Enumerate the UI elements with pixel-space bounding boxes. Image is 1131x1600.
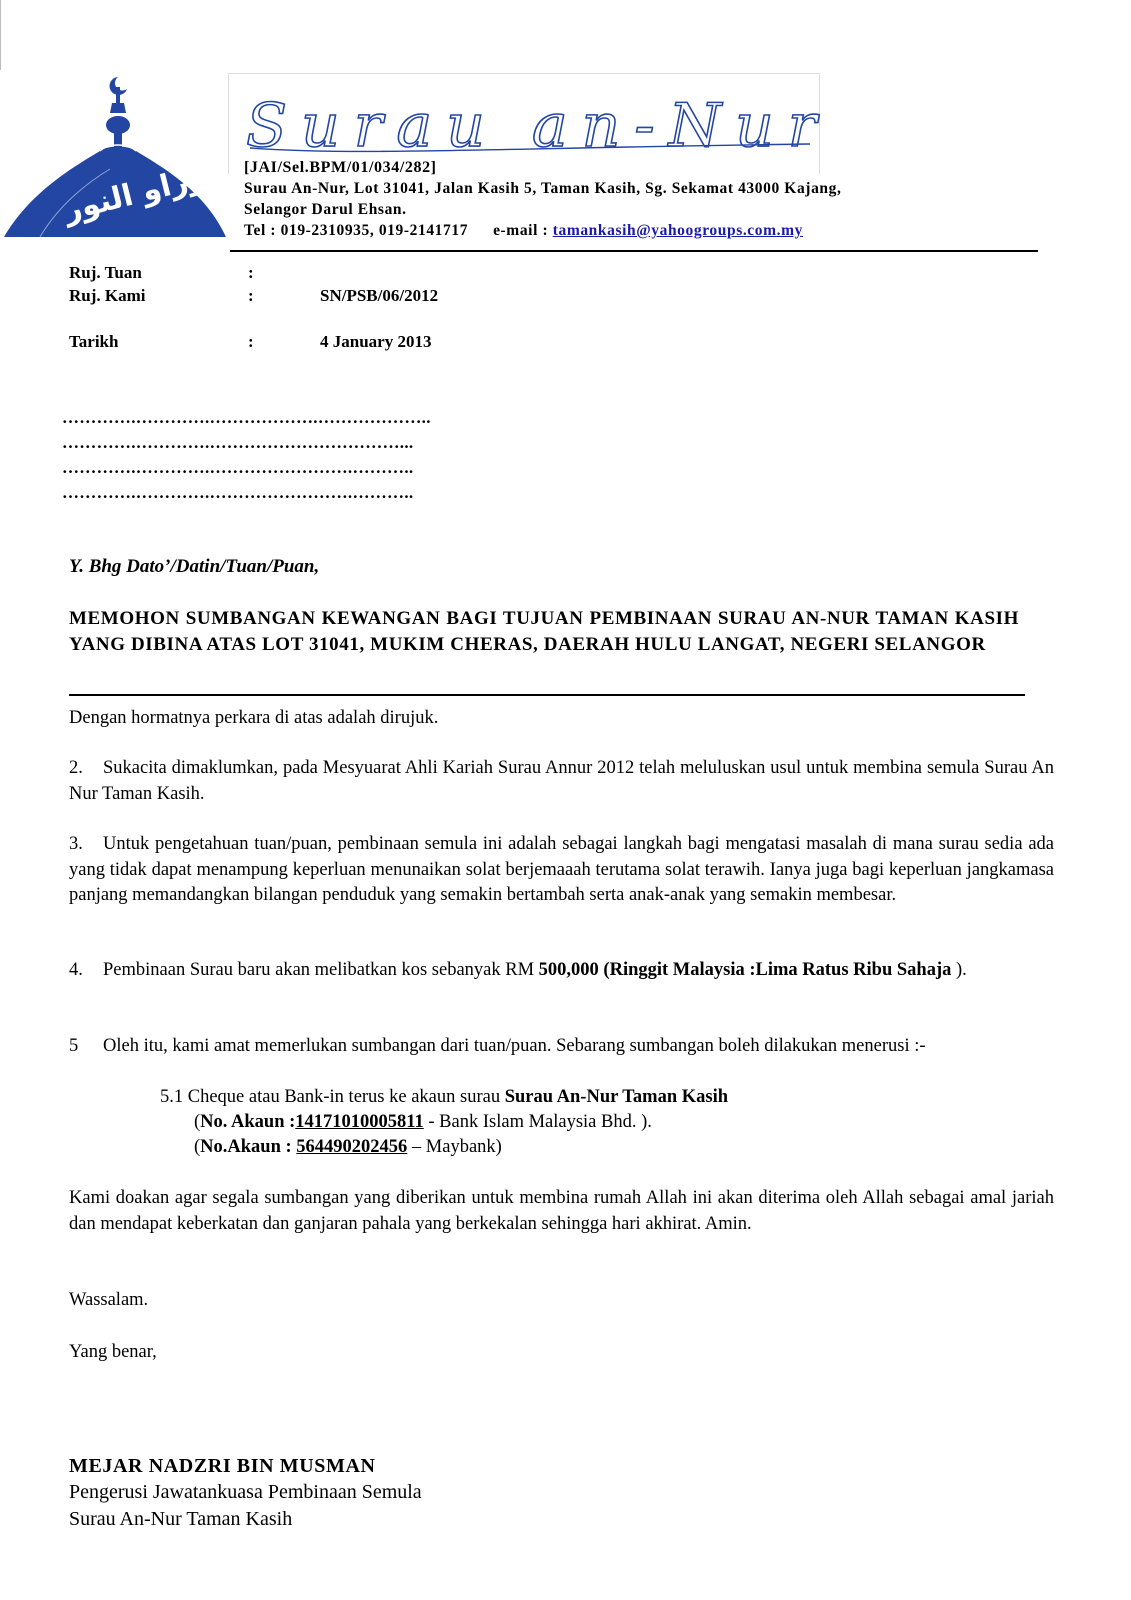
subject-underline [69, 694, 1025, 696]
address-line-2: Selangor Darul Ehsan. [244, 201, 407, 218]
recipient-address-line: ………….………….…………………….……….. [62, 483, 414, 502]
subject-heading: MEMOHON SUMBANGAN KEWANGAN BAGI TUJUAN PEMBINAAN SURAU AN-NUR TAMAN KASIH YANG DIBINA ATAS LOT 31041, MUKIM CHERAS, DAERAH HULU LANGAT, NEGERI SELANGOR [69, 608, 1019, 655]
salutation: Y. Bhg Dato’/Datin/Tuan/Puan, [69, 556, 320, 577]
tarikh-colon: : [248, 332, 254, 351]
account-2-open-paren: ( [194, 1137, 201, 1157]
paragraph-2 [69, 756, 1054, 807]
paragraph-4 [69, 958, 1054, 984]
paragraph-4-number: 4. [69, 960, 83, 980]
recipient-address-line: ………….………….…………………….……….. [62, 458, 414, 477]
account-name: Surau An-Nur Taman Kasih [504, 1087, 729, 1107]
signatory-title-1: Pengerusi Jawatankuasa Pembinaan Semula [69, 1481, 422, 1503]
recipient-address-line: ………….………….……………………………... [62, 433, 414, 452]
paragraph-3-number: 3. [69, 834, 83, 854]
item-5-1 [160, 1085, 728, 1111]
tarikh-label: Tarikh [69, 332, 119, 351]
account-1-label: No. Akaun : [200, 1112, 296, 1132]
surau-logo [0, 73, 239, 243]
paragraph-5-number: 5 [69, 1036, 79, 1056]
paragraph-1: Dengan hormatnya perkara di atas adalah dirujuk. [69, 708, 439, 728]
account-1-open-paren: ( [194, 1112, 201, 1132]
email-link[interactable]: tamankasih@yahoogroups.com.my [552, 222, 803, 239]
page-edge [0, 0, 1, 70]
telephone: Tel : 019-2310935, 019-2141717 [244, 222, 469, 239]
logo-arabic-text: سوراو النور [60, 152, 239, 229]
account-2 [194, 1135, 502, 1161]
registration-ref: [JAI/Sel.BPM/01/034/282] [244, 159, 437, 176]
account-1-bank: - Bank Islam Malaysia Bhd. ). [423, 1112, 652, 1132]
signatory-title-2: Surau An-Nur Taman Kasih [69, 1508, 293, 1530]
account-2-bank: – Maybank) [407, 1137, 502, 1157]
mosque-dome-icon [0, 73, 228, 243]
paragraph-6: Kami doakan agar segala sumbangan yang diberikan untuk membina rumah Allah ini akan diterima oleh Allah sebagai amal jariah dan mendapat keberkatan dan ganjaran pahala yang berkekalan sehingga hari akhirat. Amin. [69, 1188, 1054, 1234]
item-5-1-number: 5.1 [160, 1087, 184, 1107]
paragraph-4-text: Pembinaan Surau baru akan melibatkan kos sebanyak RM [103, 960, 539, 980]
signatory-name: MEJAR NADZRI BIN MUSMAN [69, 1455, 376, 1477]
ruj-kami-value: SN/PSB/06/2012 [320, 286, 439, 305]
tarikh-value: 4 January 2013 [320, 332, 432, 351]
account-2-number: 564490202456 [296, 1137, 408, 1157]
paragraph-2-text: Sukacita dimaklumkan, pada Mesyuarat Ahli Kariah Surau Annur 2012 telah meluluskan usul untuk membina semula Surau An Nur Taman Kasih. [69, 758, 1054, 804]
paragraph-3 [69, 832, 1054, 909]
address-line-1: Surau An-Nur, Lot 31041, Jalan Kasih 5, Taman Kasih, Sg. Sekamat 43000 Kajang, [244, 180, 842, 197]
ruj-tuan-colon: : [248, 263, 254, 282]
paragraph-2-number: 2. [69, 758, 83, 778]
script-title-text: Surau an-Nur [246, 91, 820, 161]
item-5-1-text: Cheque atau Bank-in terus ke akaun surau [187, 1087, 505, 1107]
paragraph-4-end: ). [951, 960, 967, 980]
closing-yang-benar: Yang benar, [69, 1342, 157, 1362]
letterhead-divider [230, 250, 1038, 252]
account-1 [194, 1110, 652, 1136]
account-2-label: No.Akaun : [200, 1137, 297, 1157]
closing-wassalam: Wassalam. [69, 1290, 149, 1310]
contact-line [244, 222, 803, 240]
letterhead-script-title [240, 78, 820, 168]
email-label: e-mail : [493, 222, 549, 239]
ruj-kami-label: Ruj. Kami [69, 286, 146, 305]
paragraph-5-text: Oleh itu, kami amat memerlukan sumbangan dari tuan/puan. Sebarang sumbangan boleh dilakukan menerusi :- [103, 1036, 926, 1056]
ruj-tuan-label: Ruj. Tuan [69, 263, 142, 282]
recipient-address-line: ………….………….……………….……………….. [62, 408, 431, 427]
ruj-kami-colon: : [248, 286, 254, 305]
account-1-number: 14171010005811 [295, 1112, 424, 1132]
paragraph-3-text: Untuk pengetahuan tuan/puan, pembinaan semula ini adalah sebagai langkah bagi mengatasi masalah di mana surau sedia ada yang tidak dapat menampung keperluan menunaikan solat berjemaaah terutama solat terawih. Ianya juga bagi keperluan jangkamasa panjang memandangkan bilangan penduduk yang semakin bertambah serta anak-anak yang semakin membesar. [69, 834, 1054, 905]
cost-amount: 500,000 (Ringgit Malaysia :Lima Ratus Ribu Sahaja [538, 960, 952, 980]
